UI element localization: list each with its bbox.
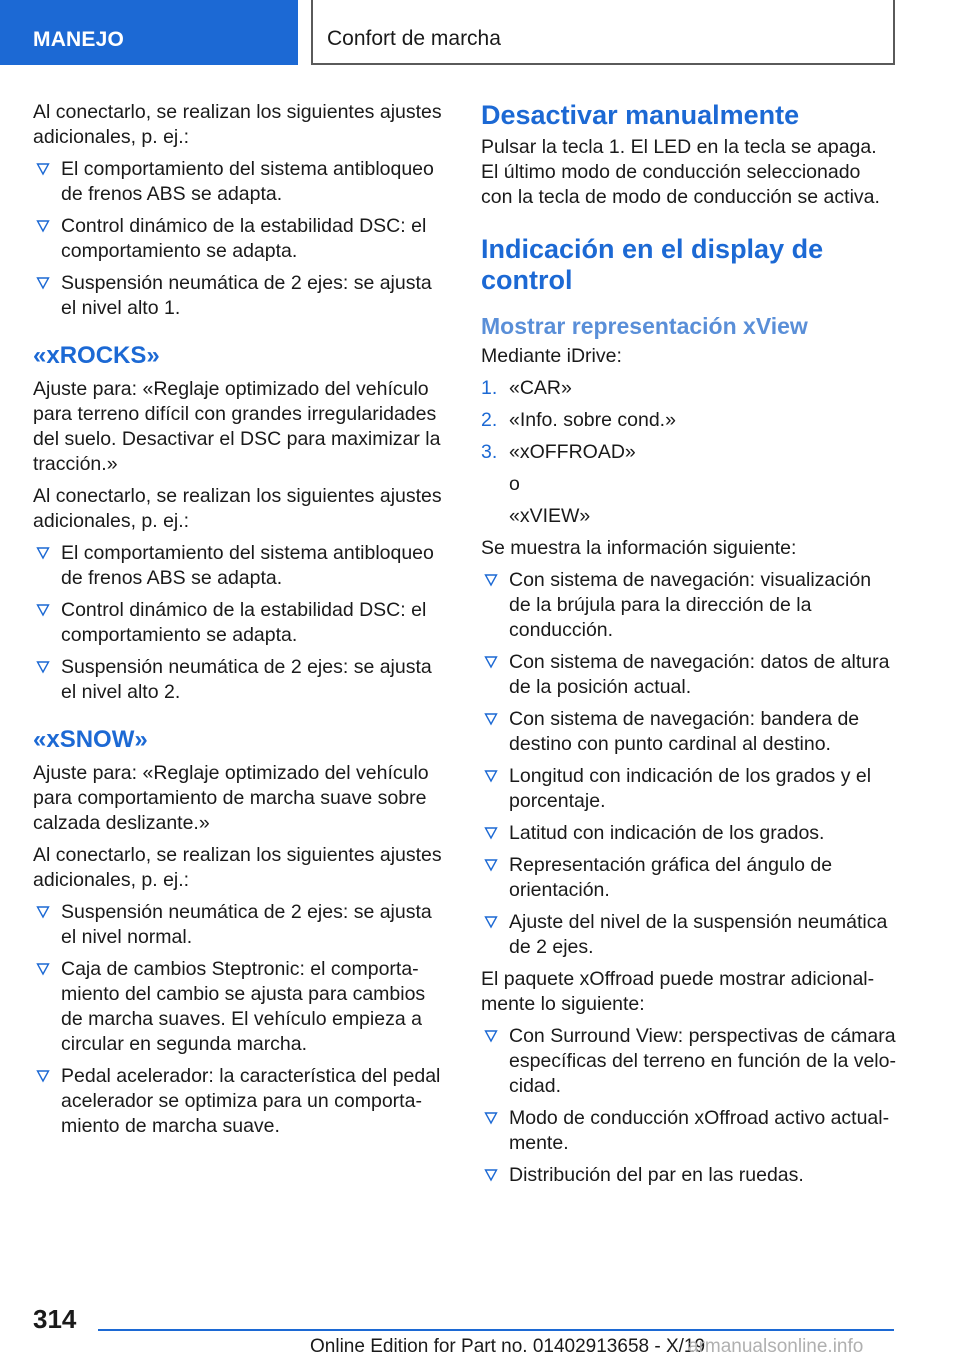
list-item [33, 655, 448, 705]
triangle-bullet-icon [484, 769, 498, 783]
edition-note: Online Edition for Part no. 01402913658 - X/19 [310, 1336, 706, 1357]
triangle-bullet-icon [36, 603, 50, 617]
triangle-bullet-icon [36, 905, 50, 919]
bullet-list [33, 541, 448, 705]
triangle-bullet-icon [36, 962, 50, 976]
list-item [33, 271, 448, 321]
step-number: 3. [481, 441, 498, 463]
heading-indicacion-display: Indicación en el display de control [481, 234, 824, 295]
list-item [33, 214, 448, 264]
paragraph: Ajuste para: «Reglaje optimizado del vehículo para comportamiento de marcha suave sobre calzada deslizante.» [33, 762, 429, 834]
bullet-list [481, 568, 896, 960]
paragraph: Pulsar la tecla 1. El LED en la tecla se apaga. El último modo de conducción seleccionado con la tecla de modo de conducción se activa. [481, 136, 880, 208]
list-item-text: Con sistema de navegación: visualización de la brújula para la dirección de la conducción. [509, 569, 872, 641]
list-item [33, 598, 448, 648]
list-item-text: Suspensión neumática de 2 ejes: se ajusta el nivel alto 1. [61, 272, 432, 319]
section-heading-xrocks: «xROCKS» [33, 342, 160, 369]
step-number: 2. [481, 409, 498, 431]
list-item-text: Longitud con indicación de los grados y el porcentaje. [509, 765, 872, 812]
footer-rule [98, 1329, 894, 1331]
left-column [33, 100, 448, 1146]
list-item [33, 957, 448, 1057]
triangle-bullet-icon [36, 162, 50, 176]
triangle-bullet-icon [484, 655, 498, 669]
list-item-text: Distribución del par en las ruedas. [509, 1164, 804, 1186]
list-item [33, 1064, 448, 1139]
step-text: «Info. sobre cond.» [509, 409, 676, 431]
paragraph: Ajuste para: «Reglaje optimizado del vehículo para terreno difícil con grandes irregularidades del suelo. Desactivar el DSC para maximizar la tracción.» [33, 378, 441, 475]
list-item-text: El comportamiento del sistema antibloqueo de frenos ABS se adapta. [61, 158, 434, 205]
list-item [481, 1163, 896, 1188]
page-header [0, 0, 960, 66]
paragraph: El paquete xOffroad puede mostrar adicionalmente lo siguiente: [481, 968, 875, 1015]
list-item [481, 853, 896, 903]
step-item [481, 408, 896, 433]
page-number: 314 [33, 1304, 77, 1334]
triangle-bullet-icon [484, 915, 498, 929]
triangle-bullet-icon [484, 1111, 498, 1125]
list-item [481, 568, 896, 643]
paragraph: Se muestra la información siguiente: [481, 537, 797, 559]
list-item [481, 821, 896, 846]
list-item-text: El comportamiento del sistema antibloqueo de frenos ABS se adapta. [61, 542, 434, 589]
list-item-text: Modo de conducción xOffroad activo actualmente. [509, 1107, 890, 1154]
page-footer [0, 1296, 960, 1362]
list-item-text: Control dinámico de la estabilidad DSC: el comportamiento se adapta. [61, 215, 427, 262]
list-item [481, 707, 896, 757]
triangle-bullet-icon [484, 573, 498, 587]
list-item [33, 900, 448, 950]
list-item-text: Latitud con indicación de los grados. [509, 822, 825, 844]
list-item [481, 650, 896, 700]
list-item-text: Suspensión neumática de 2 ejes: se ajusta el nivel normal. [61, 901, 432, 948]
list-item-text: Con sistema de navegación: datos de altura de la posición actual. [509, 651, 890, 698]
list-item [33, 157, 448, 207]
heading-desactivar: Desactivar manualmente [481, 100, 800, 130]
step-text: «CAR» [509, 377, 572, 399]
triangle-bullet-icon [484, 712, 498, 726]
triangle-bullet-icon [36, 1069, 50, 1083]
list-item-text: Con sistema de navegación: bandera de destino con punto cardinal al destino. [509, 708, 860, 755]
paragraph: Mediante iDrive: [481, 345, 622, 367]
triangle-bullet-icon [36, 660, 50, 674]
triangle-bullet-icon [36, 276, 50, 290]
list-item-text: Control dinámico de la estabilidad DSC: el comportamiento se adapta. [61, 599, 427, 646]
list-item-text: Con Surround View: perspectivas de cámara específicas del terreno en función de la velocidad. [509, 1025, 896, 1097]
watermark: armanualsonline.info [688, 1336, 864, 1357]
numbered-steps [481, 376, 896, 465]
step-number: 1. [481, 377, 498, 399]
chapter-title: Confort de marcha [311, 0, 895, 65]
list-item-text: Caja de cambios Steptronic: el comportamiento del cambio se ajusta para cambios de marcha suaves. El vehículo empieza a circular en segunda marcha. [61, 958, 426, 1055]
list-item [33, 541, 448, 591]
list-item-text: Suspensión neumática de 2 ejes: se ajusta el nivel alto 2. [61, 656, 432, 703]
list-item-text: Pedal acelerador: la característica del pedal acelerador se optimiza para un comportamiento de marcha suave. [61, 1065, 441, 1137]
triangle-bullet-icon [484, 1168, 498, 1182]
list-item [481, 1024, 896, 1099]
paragraph: Al conectarlo, se realizan los siguientes ajustes adicionales, p. ej.: [33, 844, 442, 891]
section-tab: MANEJO [0, 0, 298, 65]
section-heading-xsnow: «xSNOW» [33, 726, 148, 753]
alt-step: «xVIEW» [509, 505, 591, 527]
list-item [481, 910, 896, 960]
bullet-list [481, 1024, 896, 1188]
triangle-bullet-icon [36, 546, 50, 560]
bullet-list [33, 900, 448, 1139]
triangle-bullet-icon [484, 1029, 498, 1043]
step-item [481, 376, 896, 401]
triangle-bullet-icon [484, 826, 498, 840]
list-item-text: Representación gráfica del ángulo de orientación. [509, 854, 833, 901]
step-item [481, 440, 896, 465]
paragraph: Al conectarlo, se realizan los siguientes ajustes adicionales, p. ej.: [33, 485, 442, 532]
step-text: «xOFFROAD» [509, 441, 636, 463]
heading-xview: Mostrar representación xView [481, 313, 808, 339]
or-word: o [509, 473, 520, 495]
right-column [481, 100, 896, 1195]
list-item [481, 764, 896, 814]
list-item-text: Ajuste del nivel de la suspensión neumática de 2 ejes. [509, 911, 888, 958]
triangle-bullet-icon [36, 219, 50, 233]
paragraph: Al conectarlo, se realizan los siguientes ajustes adicionales, p. ej.: [33, 101, 442, 148]
list-item [481, 1106, 896, 1156]
bullet-list [33, 157, 448, 321]
triangle-bullet-icon [484, 858, 498, 872]
